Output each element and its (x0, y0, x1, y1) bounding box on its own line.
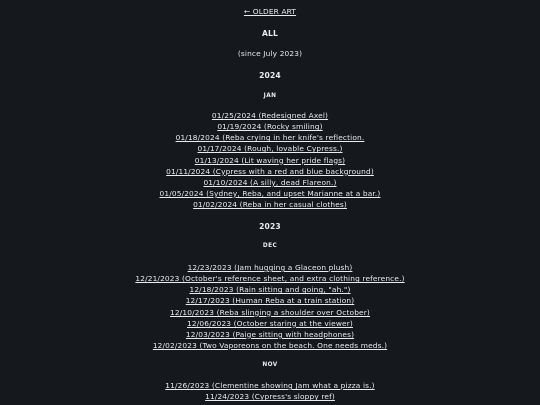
list-item (0, 132, 540, 143)
entry-list-nov-2023 (0, 380, 540, 402)
list-item (0, 273, 540, 284)
art-entry-link[interactable]: 12/03/2023 (Paige sitting with headphones) (185, 329, 355, 339)
list-item (0, 340, 540, 351)
list-item (0, 329, 540, 340)
since-note: (since July 2023) (237, 49, 303, 58)
list-item (0, 295, 540, 306)
art-entry-link[interactable]: 11/26/2023 (Clementine showing Jam what a pizza is.) (165, 381, 375, 390)
list-item (0, 143, 540, 154)
art-entry-link[interactable]: 12/02/2023 (Two Vaporeons on the beach. One needs meds.) (152, 340, 388, 350)
entry-list-dec-2023 (0, 262, 540, 351)
list-item (0, 262, 540, 273)
art-entry-link[interactable]: 11/24/2023 (Cypress's sloppy ref) (205, 392, 335, 402)
month-heading-jan-2024: JAN (263, 93, 277, 99)
art-entry-link[interactable]: 01/05/2024 (Sydney, Reba, and upset Marianne at a bar.) (159, 188, 381, 198)
art-entry-link[interactable]: 12/23/2023 (Jam hugging a Glaceon plush) (187, 263, 353, 272)
list-item (0, 155, 540, 166)
year-heading-2023: 2023 (259, 222, 281, 231)
art-entry-link[interactable]: 01/02/2024 (Reba in her casual clothes) (193, 200, 347, 210)
list-item (0, 166, 540, 177)
list-item (0, 110, 540, 121)
art-entry-link[interactable]: 01/19/2024 (Rocky smiling) (217, 122, 323, 132)
list-item (0, 391, 540, 402)
art-entry-link[interactable]: 12/06/2023 (October staring at the viewer) (187, 318, 353, 328)
list-item (0, 284, 540, 295)
list-item (0, 318, 540, 329)
month-heading-nov-2023: NOV (262, 362, 278, 368)
list-item (0, 188, 540, 199)
older-art-link[interactable]: ← OLDER ART (243, 7, 297, 16)
art-entry-link[interactable]: 01/13/2024 (Lit waving her pride flags) (194, 155, 346, 165)
list-item (0, 307, 540, 318)
art-entry-link[interactable]: 01/18/2024 (Reba crying in her knife's reflection. (175, 133, 365, 143)
list-item (0, 199, 540, 210)
art-entry-link[interactable]: 12/18/2023 (Rain sitting and going, "ah.") (189, 285, 351, 295)
all-heading: ALL (261, 29, 278, 38)
entry-list-jan-2024 (0, 110, 540, 210)
list-item (0, 177, 540, 188)
art-entry-link[interactable]: 01/17/2024 (Rough, lovable Cypress.) (197, 144, 343, 154)
list-item (0, 380, 540, 391)
art-entry-link[interactable]: 01/11/2024 (Cypress with a red and blue background) (166, 166, 374, 176)
month-heading-dec-2023: DEC (262, 243, 278, 249)
art-entry-link[interactable]: 12/17/2023 (Human Reba at a train station) (185, 296, 355, 306)
art-entry-link[interactable]: 01/25/2024 (Redesigned Axel) (211, 111, 329, 120)
year-heading-2024: 2024 (259, 71, 281, 80)
list-item (0, 121, 540, 132)
art-entry-link[interactable]: 01/10/2024 (A silly, dead Flareon.) (203, 177, 337, 187)
art-entry-link[interactable]: 12/21/2023 (October's reference sheet, and extra clothing reference.) (135, 274, 405, 284)
art-entry-link[interactable]: 12/10/2023 (Reba slinging a shoulder over October) (170, 307, 370, 317)
